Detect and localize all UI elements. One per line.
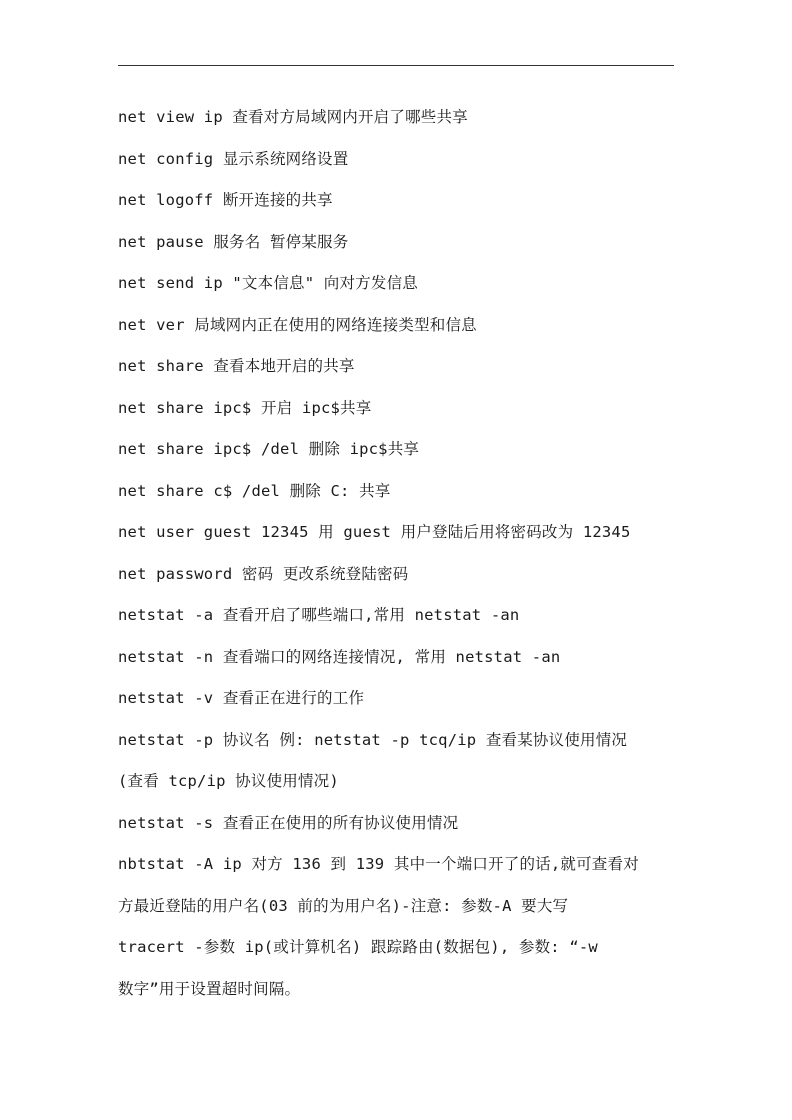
text-line: netstat -s 查看正在使用的所有协议使用情况 xyxy=(118,813,459,832)
text-line: netstat -a 查看开启了哪些端口,常用 netstat -an xyxy=(118,606,520,624)
text-line: (查看 tcp/ip 协议使用情况) xyxy=(118,772,339,790)
text-line: netstat -v 查看正在进行的工作 xyxy=(118,689,365,707)
text-line: tracert -参数 ip(或计算机名) 跟踪路由(数据包), 参数: “-w xyxy=(118,938,598,956)
text-line: net ver 局域网内正在使用的网络连接类型和信息 xyxy=(118,315,477,334)
header-rule xyxy=(118,65,674,66)
text-line: net user guest 12345 用 guest 用户登陆后用将密码改为 12345 xyxy=(118,523,631,541)
text-line: net config 显示系统网络设置 xyxy=(118,149,349,168)
text-line: net share ipc$ 开启 ipc$共享 xyxy=(118,398,372,417)
text-line: net send ip "文本信息" 向对方发信息 xyxy=(118,274,418,292)
text-line: net share ipc$ /del 删除 ipc$共享 xyxy=(118,440,420,458)
text-line: net logoff 断开连接的共享 xyxy=(118,191,333,209)
text-line: 数字”用于设置超时间隔。 xyxy=(118,979,301,998)
text-line: net password 密码 更改系统登陆密码 xyxy=(118,564,409,583)
text-line: nbtstat -A ip 对方 136 到 139 其中一个端口开了的话,就可查看对 xyxy=(118,855,639,873)
text-line: net pause 服务名 暂停某服务 xyxy=(118,232,349,251)
text-line: 方最近登陆的用户名(03 前的为用户名)-注意: 参数-A 要大写 xyxy=(118,896,569,915)
text-line: net share 查看本地开启的共享 xyxy=(118,357,355,375)
document-body xyxy=(118,102,678,1015)
text-line: netstat -p 协议名 例: netstat -p tcq/ip 查看某协议使用情况 xyxy=(118,730,628,749)
text-line: netstat -n 查看端口的网络连接情况, 常用 netstat -an xyxy=(118,647,561,666)
text-line: net share c$ /del 删除 C: 共享 xyxy=(118,481,391,500)
text-line: net view ip 查看对方局域网内开启了哪些共享 xyxy=(118,108,468,126)
